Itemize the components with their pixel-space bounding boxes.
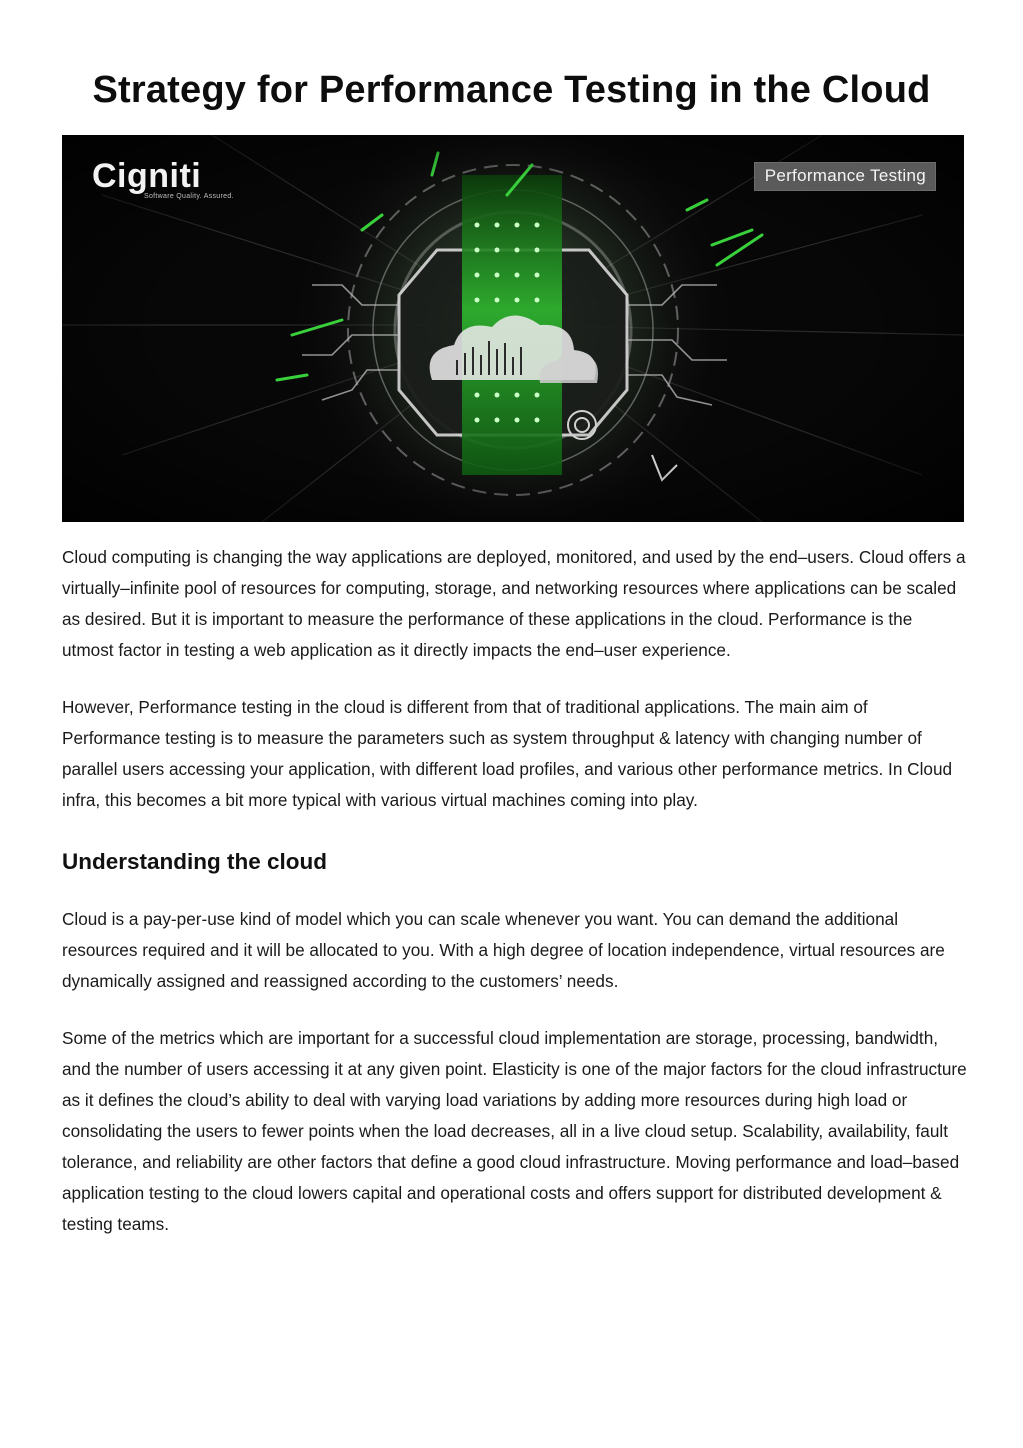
page-title: Strategy for Performance Testing in the Cloud bbox=[92, 69, 931, 111]
logo-tagline: Software Quality. Assured. bbox=[144, 193, 234, 200]
cigniti-logo bbox=[92, 157, 234, 200]
intro-paragraph-2: However, Performance testing in the cloud is different from that of traditional applications. The main aim of Performance testing is to measure the parameters such as system throughput & latency with changing number of parallel users accessing your application, with different load profiles, and various other performance metrics. In Cloud infra, this becomes a bit more typical with various virtual machines coming into play. bbox=[62, 697, 953, 810]
intro-paragraph-1: Cloud computing is changing the way applications are deployed, monitored, and used by the end–users. Cloud offers a virtually–infinite pool of resources for computing, storage, and networking resources where applications can be scaled as desired. But it is important to measure the performance of these applications in the cloud. Performance is the utmost factor in testing a web application as it directly impacts the end–user experience. bbox=[62, 547, 966, 660]
section-heading: Understanding the cloud bbox=[62, 849, 328, 874]
article-body bbox=[62, 542, 967, 1266]
section-paragraph-2: Some of the metrics which are important for a successful cloud implementation are storage, processing, bandwidth, and the number of users accessing it at any given point. Elasticity is one of the major factors for the cloud infrastructure as it defines the cloud’s ability to deal with varying load variations by adding more resources during high load or consolidating the users to fewer points when the load decreases, all in a live cloud setup. Scalability, availability, fault tolerance, and reliability are other factors that define a good cloud infrastructure. Moving performance and load–based application testing to the cloud lowers capital and operational costs and offers support for distributed development & testing teams. bbox=[62, 1028, 967, 1234]
logo-wordmark: Cigniti bbox=[92, 157, 202, 195]
performance-testing-badge: Performance Testing bbox=[754, 162, 936, 191]
banner-image bbox=[62, 135, 964, 522]
section-paragraph-1: Cloud is a pay-per-use kind of model which you can scale whenever you want. You can demand the additional resources required and it will be allocated to you. With a high degree of location independence, virtual resources are dynamically assigned and reassigned according to the customers’ needs. bbox=[62, 909, 945, 991]
